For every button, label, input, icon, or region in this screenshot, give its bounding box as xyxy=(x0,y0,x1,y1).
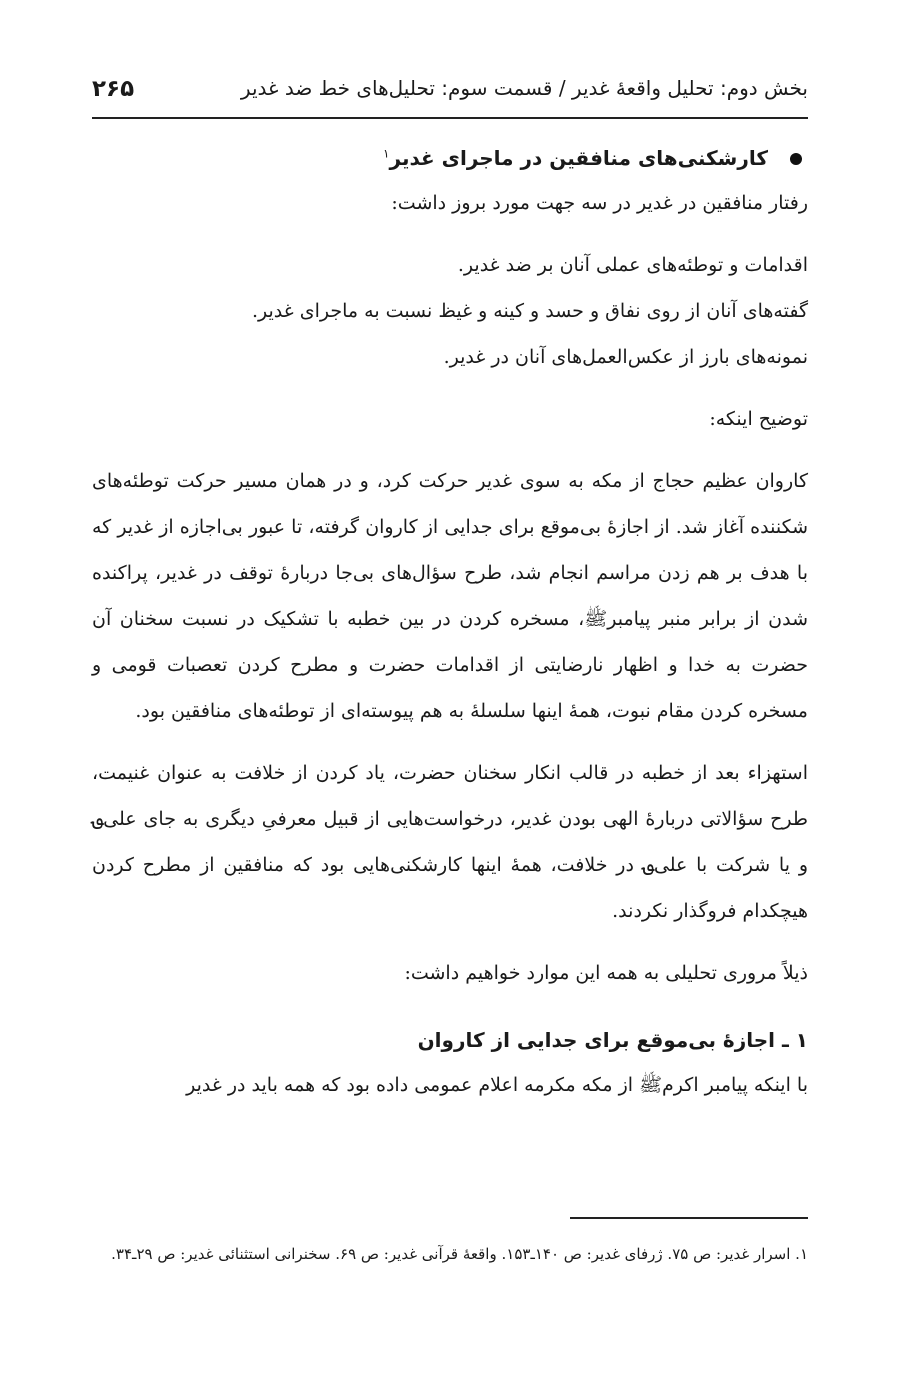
paragraph: استهزاء بعد از خطبه در قالب انکار سخنان حضرت، یاد کردن از خلافت به عنوان غنیمت، طرح سؤالاتی دربارهٔ الهی بودن غدیر، درخواست‌هایی از قبیل معرفیِ دیگری به جای علی؈ و یا شرکت با علی؈ در خلافت، همهٔ اینها کارشکنی‌هایی بود که منافقین از مطرح کردن هیچکدام فروگذار نکردند. xyxy=(92,762,808,922)
spacer xyxy=(92,934,808,950)
page-number: ۲۶۵ xyxy=(92,76,135,102)
spacer xyxy=(92,380,808,396)
footnote-marker: ۱ xyxy=(383,146,390,161)
list-item: گفته‌های آنان از روی نفاق و حسد و کینه و غیظ نسبت به ماجرای غدیر. xyxy=(252,300,808,322)
paragraph: کاروان عظیم حجاج از مکه به سوی غدیر حرکت کرد، و در همان مسیر حرکت توطئه‌های شکننده آغاز شد. از اجازهٔ بی‌موقع برای جدایی از کاروان گرفته، تا عبور بی‌اجازه از غدیر که با هدف بر هم زدن مراسم انجام شد، طرح سؤال‌های بی‌جا دربارهٔ توقف در غدیر، پراکنده شدن از برابر منبر پیامبرﷺ، مسخره کردن در بین خطبه با تشکیک در نسبت سخنان آن حضرت به خدا و اظهار نارضایتی از اقدامات حضرت و مطرح کردن تعصبات قومی و مسخره کردن مقام نبوت، همهٔ اینها سلسلهٔ به هم پیوسته‌ای از توطئه‌های منافقین بود. xyxy=(92,470,808,722)
subsection-title: ۱ ـ اجازهٔ بی‌موقع برای جدایی از کاروان xyxy=(417,1028,808,1052)
paragraph: ذیلاً مروری تحلیلی به همه این موارد خواهیم داشت: xyxy=(404,962,808,984)
page-header xyxy=(92,76,808,110)
paragraph: با اینکه پیامبر اکرمﷺ از مکه مکرمه اعلام عمومی داده بود که همه باید در غدیر xyxy=(186,1074,808,1096)
list-item: نمونه‌های بارز از عکس‌العمل‌های آنان در غدیر. xyxy=(443,346,808,368)
section-title: کارشکنی‌های منافقین در ماجرای غدیر xyxy=(389,146,768,170)
section-heading xyxy=(92,136,808,180)
spacer xyxy=(92,442,808,458)
list-item: اقدامات و توطئه‌های عملی آنان بر ضد غدیر. xyxy=(457,254,808,276)
explain-label: توضیح اینکه: xyxy=(709,408,808,430)
footnote-rule xyxy=(570,1217,808,1219)
intro-line: رفتار منافقین در غدیر در سه جهت مورد بروز داشت: xyxy=(391,192,808,214)
bullet-icon xyxy=(790,153,802,165)
footnote: ۱. اسرار غدیر: ص ۷۵. ژرفای غدیر: ص ۱۴۰ـ۱۵۳. واقعهٔ قرآنی غدیر: ص ۶۹. سخنرانی استثنائی غدیر: ص ۲۹ـ۳۴. xyxy=(111,1245,808,1263)
running-head: بخش دوم: تحلیل واقعهٔ غدیر / قسمت سوم: تحلیل‌های خط ضد غدیر xyxy=(240,76,808,100)
header-rule xyxy=(92,117,808,119)
spacer xyxy=(92,226,808,242)
spacer xyxy=(92,734,808,750)
main-text xyxy=(92,136,808,1108)
